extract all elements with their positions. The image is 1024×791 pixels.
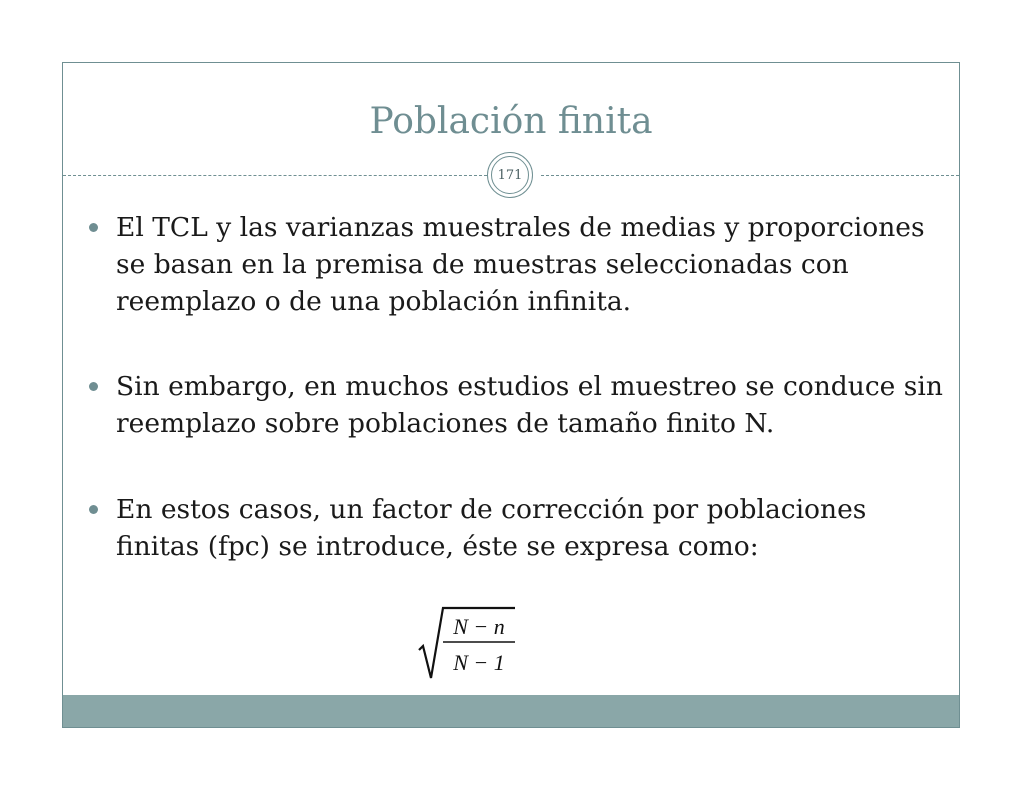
page-number: 171 — [491, 156, 529, 194]
bullet-item — [89, 491, 949, 565]
formula-numerator: N − n — [453, 614, 505, 639]
bullet-text: El TCL y las varianzas muestrales de medias y proporciones se basan en la premisa de muestras seleccionadas con reemplazo o de una población infinita. — [116, 212, 925, 317]
title-divider-left — [63, 175, 487, 176]
footer-band — [63, 695, 959, 727]
formula-denominator: N − 1 — [453, 650, 505, 675]
bullet-item — [89, 368, 949, 442]
bullet-dot-icon — [89, 223, 98, 232]
bullet-text: En estos casos, un factor de corrección por poblaciones finitas (fpc) se introduce, éste se expresa como: — [116, 494, 867, 562]
slide — [62, 62, 960, 728]
bullet-item — [89, 209, 949, 320]
slide-title: Población finita — [369, 101, 653, 142]
bullet-dot-icon — [89, 505, 98, 514]
bullet-text: Sin embargo, en muchos estudios el muestreo se conduce sin reemplazo sobre poblaciones de tamaño finito N. — [116, 371, 943, 439]
page-number-badge — [487, 152, 533, 198]
bullet-dot-icon — [89, 382, 98, 391]
bullet-list — [89, 209, 949, 565]
title-divider-right — [541, 175, 959, 176]
fpc-formula — [417, 604, 517, 684]
